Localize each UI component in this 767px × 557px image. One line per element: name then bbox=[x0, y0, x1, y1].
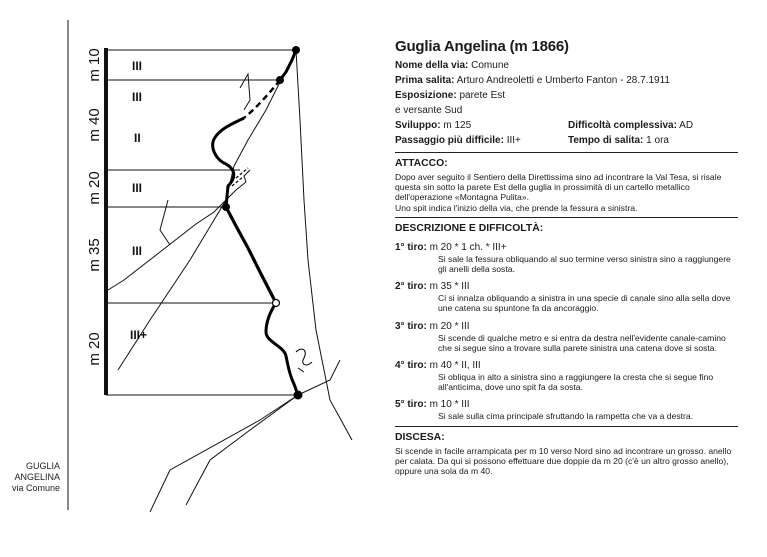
pitch-spec: m 40 * II, III bbox=[429, 360, 481, 372]
pitch-grade-label: III+ bbox=[130, 328, 148, 342]
belay-station bbox=[294, 391, 303, 400]
descent-text: Si scende in facile arrampicata per m 10 verso Nord sino ad incontrare un grosso. anello per calata. Da qui si possono effettuare due doppie da m 20 (c'è un altro grosso anello), oppure una sola da m 40. bbox=[395, 445, 732, 477]
crux-field bbox=[395, 133, 521, 148]
approach-text-2: Uno spit indica l'inizio della via, che prende la fessura a sinistra. bbox=[395, 202, 638, 213]
caption-line: GUGLIA bbox=[25, 461, 60, 471]
crux-time-row bbox=[395, 133, 738, 148]
pitch-length-label: m 20 bbox=[86, 171, 103, 205]
caption-line: ANGELINA bbox=[14, 472, 60, 482]
pitch-4 bbox=[395, 359, 738, 392]
overall-difficulty-field bbox=[568, 118, 738, 133]
pitch-spec: m 20 * III bbox=[429, 320, 470, 332]
approach-heading: ATTACCO: bbox=[395, 158, 448, 169]
topo-caption bbox=[8, 461, 60, 494]
route-description bbox=[395, 38, 738, 476]
overall-difficulty-label: Difficoltà complessiva: bbox=[568, 120, 677, 131]
pitch-label: 3° tiro: bbox=[395, 320, 427, 332]
exposure-line bbox=[395, 88, 738, 103]
pitch-grade-label: III bbox=[132, 59, 143, 73]
first-ascent-line bbox=[395, 73, 738, 88]
pitch-label: 5° tiro: bbox=[395, 399, 427, 411]
pitch-label: 2° tiro: bbox=[395, 281, 427, 293]
pitch-length-label: m 20 bbox=[86, 332, 103, 366]
pitch-grade-label: III bbox=[132, 90, 143, 104]
pitch-grade-label: III bbox=[132, 181, 143, 195]
length-value: m 125 bbox=[443, 120, 472, 131]
section-divider bbox=[395, 152, 738, 153]
ascent-time-label: Tempo di salita: bbox=[568, 135, 644, 146]
length-difficulty-row bbox=[395, 118, 738, 133]
route-name-value: Comune bbox=[471, 60, 509, 71]
crux-label: Passaggio più difficile: bbox=[395, 135, 504, 146]
pitch-grade-labels bbox=[130, 59, 147, 342]
first-ascent-label: Prima salita: bbox=[395, 75, 455, 86]
belay-station bbox=[292, 46, 300, 54]
route-line bbox=[213, 50, 298, 395]
pitch-text: Ci si innalza obliquando a sinistra in una specie di canale sino alla sella dove une catena su spuntone fa da ancoraggio. bbox=[438, 293, 731, 314]
pitch-spec: m 35 * III bbox=[429, 281, 470, 293]
belay-station bbox=[222, 203, 230, 211]
route-name-label: Nome della via: bbox=[395, 60, 469, 71]
ascent-time-field bbox=[568, 133, 738, 148]
approach-text: Dopo aver seguito il Sentiero della Direttissima sino ad incontrare la Val Tesa, si risale questa sin sotto la parete Est della guglia in prossimità di un cartello metallico dell'operazione «Montagna Pulita». bbox=[395, 172, 722, 203]
belay-station bbox=[273, 300, 280, 307]
pitch-length-labels bbox=[86, 48, 103, 365]
pitch-5 bbox=[395, 398, 738, 421]
pitch-text: Si scende di qualche metro e si entra da destra nell'evidente canale-camino che si segue sino a trovare sulla parete sinistra una catena dove si sosta. bbox=[438, 332, 726, 353]
section-divider bbox=[395, 426, 738, 427]
pitch-grade-label: III bbox=[132, 244, 143, 258]
belay-station bbox=[276, 76, 284, 84]
pitch-3 bbox=[395, 320, 738, 353]
pitch-spec: m 10 * III bbox=[429, 399, 470, 411]
pitch-length-label: m 40 bbox=[86, 108, 103, 142]
pitch-text: Si sale sulla cima principale sfruttando la rampetta che va a destra. bbox=[438, 411, 694, 422]
pitch-length-label: m 10 bbox=[86, 48, 103, 82]
pitch-1 bbox=[395, 241, 738, 274]
exposure-value: parete Est bbox=[459, 90, 506, 101]
description-heading: DESCRIZIONE E DIFFICOLTÀ: bbox=[395, 222, 544, 234]
pitch-label: 4° tiro: bbox=[395, 360, 427, 372]
pitch-label: 1° tiro: bbox=[395, 241, 427, 253]
caption-line: via Comune bbox=[11, 483, 60, 493]
section-divider bbox=[395, 217, 738, 218]
mountain-outline bbox=[108, 50, 352, 512]
exposure-continuation: e versante Sud bbox=[395, 105, 463, 116]
length-field bbox=[395, 118, 471, 133]
pitch-2 bbox=[395, 280, 738, 313]
exposure-label: Esposizione: bbox=[395, 90, 457, 101]
route-name-line bbox=[395, 58, 738, 73]
pitch-text: Si obliqua in alto a sinistra sino a raggiungere la cresta che si segue fino all'anticima, dove uno spit fa da sosta. bbox=[438, 372, 714, 393]
pitch-grade-label: II bbox=[134, 131, 141, 145]
ascent-time-value: 1 ora bbox=[646, 135, 669, 146]
overall-difficulty-value: AD bbox=[679, 120, 694, 131]
pitch-length-label: m 35 bbox=[86, 238, 103, 272]
first-ascent-value: Arturo Andreoletti e Umberto Fanton - 28.7.1911 bbox=[456, 75, 670, 86]
crux-value: III+ bbox=[506, 135, 521, 146]
spit-symbol bbox=[296, 349, 312, 372]
length-label: Sviluppo: bbox=[395, 120, 441, 131]
descent-heading: DISCESA: bbox=[395, 431, 445, 443]
pitch-text: Si sale la fessura obliquando al suo termine verso sinistra sino a raggiungere gli anelli della sosta. bbox=[438, 253, 731, 275]
pitch-spec: m 20 * 1 ch. * III+ bbox=[429, 241, 507, 253]
page-title: Guglia Angelina (m 1866) bbox=[395, 38, 569, 55]
